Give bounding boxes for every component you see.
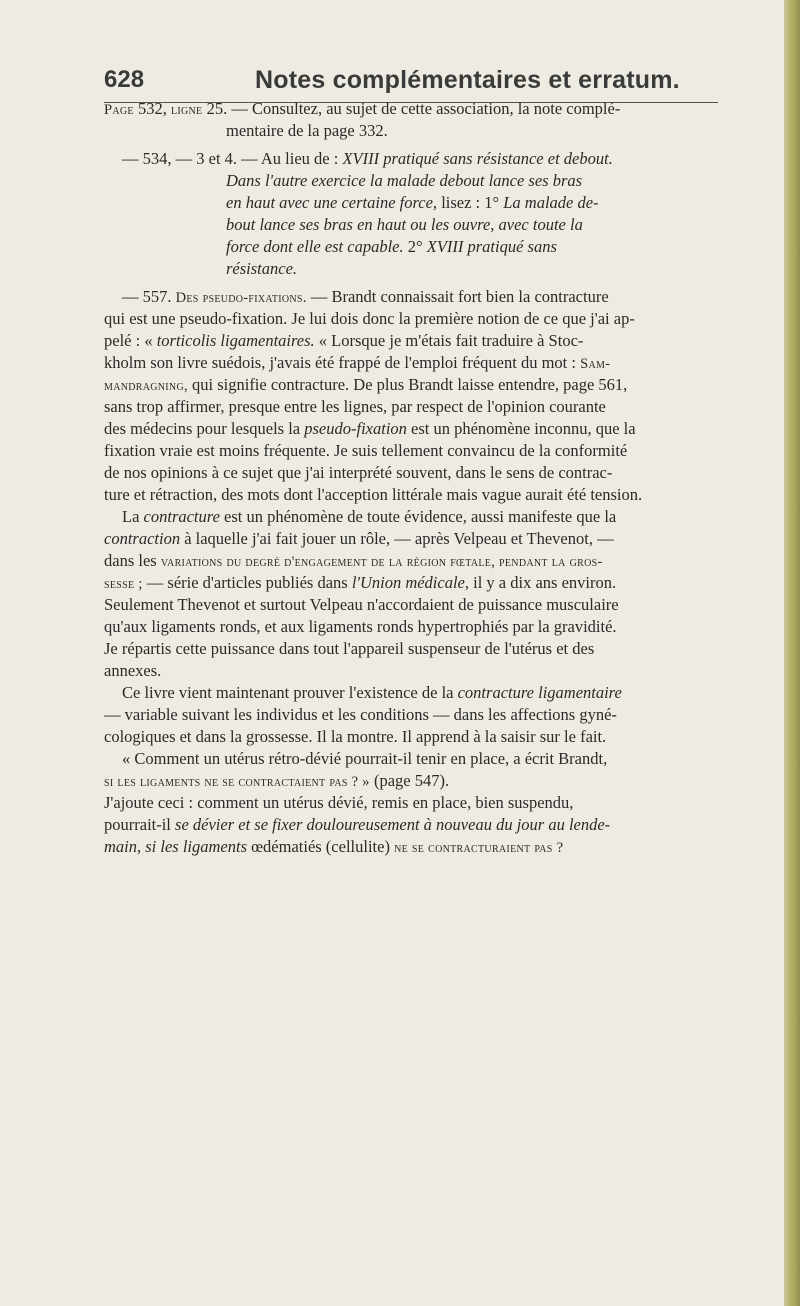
body-line: qu'aux ligaments ronds, et aux ligaments ronds hypertrophiés par la gravidité. [104, 617, 617, 636]
body-line: dans les variations du degré d'engagement de la région fœtale, pendant la gros- [104, 551, 603, 570]
errata-line: force dont elle est capable. 2° XVIII pratiqué sans [226, 237, 557, 256]
page-body [104, 98, 720, 858]
errata-line: — 534, — 3 et 4. — Au lieu de : XVIII pratiqué sans résistance et debout. [122, 149, 613, 168]
body-line: « Comment un utérus rétro-dévié pourrait-il tenir en place, a écrit Brandt, [122, 749, 608, 768]
body-line: La contracture est un phénomène de toute évidence, aussi manifeste que la [122, 507, 617, 526]
errata-line: Dans l'autre exercice la malade debout lance ses bras [226, 171, 583, 190]
body-line: — 557. Des pseudo-fixations. — Brandt connaissait fort bien la contracture [122, 287, 609, 306]
errata-line: Page 532, ligne 25. — Consultez, au sujet de cette association, la note complé- [104, 99, 621, 118]
errata-line: en haut avec une certaine force, lisez : 1° La malade de- [226, 193, 599, 212]
body-line: si les ligaments ne se contractaient pas ? » (page 547). [104, 771, 450, 790]
body-line: fixation vraie est moins fréquente. Je suis tellement convaincu de la conformité [104, 441, 628, 460]
body-line: kholm son livre suédois, j'avais été frappé de l'emploi fréquent du mot : Sam- [104, 353, 611, 372]
body-line: pourrait-il se dévier et se fixer douloureusement à nouveau du jour au lende- [104, 815, 611, 834]
body-line: qui est une pseudo-fixation. Je lui dois donc la première notion de ce que j'ai ap- [104, 309, 635, 328]
body-line: mandragning, qui signifie contracture. De plus Brandt laisse entendre, page 561, [104, 375, 628, 394]
page-title: Notes complémentaires et erratum. [255, 66, 680, 94]
errata-line: résistance. [226, 259, 298, 278]
body-line: main, si les ligaments œdématiés (cellulite) ne se contracturaient pas ? [104, 837, 564, 856]
body-line: des médecins pour lesquels la pseudo-fixation est un phénomène inconnu, que la [104, 419, 636, 438]
body-line: sesse ; — série d'articles publiés dans l'Union médicale, il y a dix ans environ. [104, 573, 617, 592]
errata-line: bout lance ses bras en haut ou les ouvre, avec toute la [226, 215, 583, 234]
body-line: Seulement Thevenot et surtout Velpeau n'accordaient de puissance musculaire [104, 595, 619, 614]
body-line: annexes. [104, 661, 162, 680]
page-number: 628 [104, 66, 145, 93]
body-line: J'ajoute ceci : comment un utérus dévié, remis en place, bien suspendu, [104, 793, 574, 812]
body-line: Ce livre vient maintenant prouver l'existence de la contracture ligamentaire [122, 683, 622, 702]
errata-line: mentaire de la page 332. [226, 121, 388, 140]
body-line: contraction à laquelle j'ai fait jouer un rôle, — après Velpeau et Thevenot, — [104, 529, 614, 548]
body-line: de nos opinions à ce sujet que j'ai interprété souvent, dans le sens de contrac- [104, 463, 613, 482]
page-edge [784, 0, 800, 1306]
body-line: pelé : « torticolis ligamentaires. « Lorsque je m'étais fait traduire à Stoc- [104, 331, 584, 350]
body-line: Je répartis cette puissance dans tout l'appareil suspenseur de l'utérus et des [104, 639, 595, 658]
body-line: sans trop affirmer, presque entre les lignes, par respect de l'opinion courante [104, 397, 606, 416]
body-line: cologiques et dans la grossesse. Il la montre. Il apprend à la saisir sur le fait. [104, 727, 607, 746]
body-line: — variable suivant les individus et les conditions — dans les affections gyné- [104, 705, 617, 724]
body-line: ture et rétraction, des mots dont l'acception littérale mais vague aurait été tension. [104, 485, 643, 504]
